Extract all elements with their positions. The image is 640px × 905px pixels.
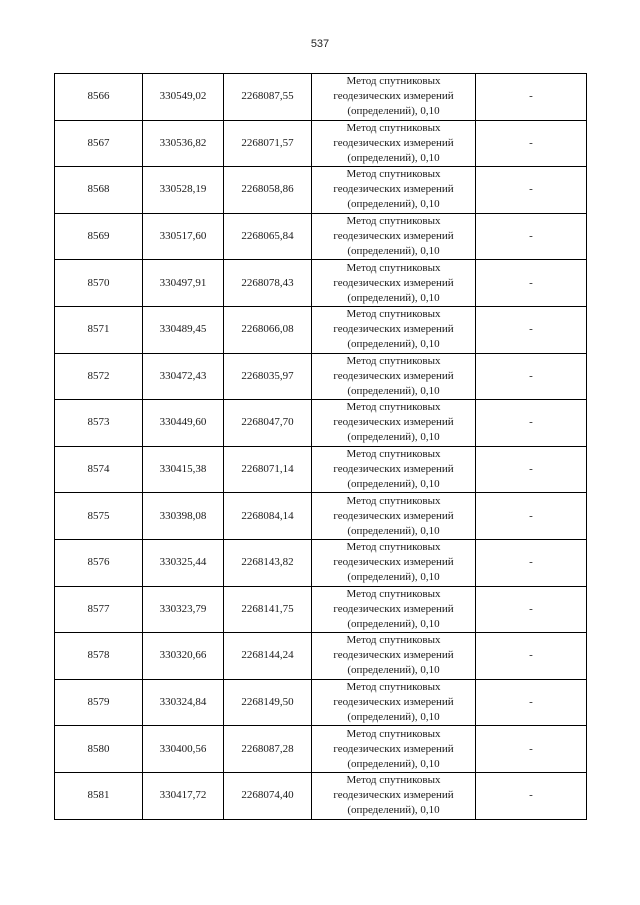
method-line-2: геодезических измерений — [333, 323, 454, 336]
method-line-3: (определений), 0,10 — [347, 478, 440, 491]
method-line-3: (определений), 0,10 — [347, 757, 440, 770]
x-coordinate-cell: 330415,38 — [143, 446, 224, 493]
y-coordinate-cell: 2268035,97 — [224, 353, 312, 400]
method-cell — [312, 260, 476, 307]
y-coordinate-cell: 2268078,43 — [224, 260, 312, 307]
point-number-cell: 8578 — [55, 633, 143, 680]
x-coordinate-cell: 330536,82 — [143, 120, 224, 167]
y-coordinate-cell: 2268149,50 — [224, 679, 312, 726]
x-coordinate-cell: 330323,79 — [143, 586, 224, 633]
y-coordinate-cell: 2268066,08 — [224, 306, 312, 353]
y-coordinate-cell: 2268144,24 — [224, 633, 312, 680]
method-cell — [312, 74, 476, 121]
point-number-cell: 8580 — [55, 726, 143, 773]
method-line-3: (определений), 0,10 — [347, 105, 440, 118]
method-line-1: Метод спутниковых — [346, 168, 441, 181]
point-number-cell: 8571 — [55, 306, 143, 353]
table-row — [55, 726, 587, 773]
table-row — [55, 353, 587, 400]
method-line-2: геодезических измерений — [333, 649, 454, 662]
point-number-cell: 8577 — [55, 586, 143, 633]
table-row — [55, 633, 587, 680]
table-row — [55, 586, 587, 633]
method-cell — [312, 306, 476, 353]
x-coordinate-cell: 330320,66 — [143, 633, 224, 680]
method-cell — [312, 446, 476, 493]
method-line-3: (определений), 0,10 — [347, 338, 440, 351]
y-coordinate-cell: 2268141,75 — [224, 586, 312, 633]
note-cell: - — [476, 772, 587, 819]
method-line-3: (определений), 0,10 — [347, 384, 440, 397]
method-line-2: геодезических измерений — [333, 789, 454, 802]
method-line-2: геодезических измерений — [333, 602, 454, 615]
method-line-1: Метод спутниковых — [346, 215, 441, 228]
note-cell: - — [476, 74, 587, 121]
method-line-3: (определений), 0,10 — [347, 524, 440, 537]
table-row — [55, 400, 587, 447]
method-line-2: геодезических измерений — [333, 230, 454, 243]
method-cell — [312, 353, 476, 400]
note-cell: - — [476, 306, 587, 353]
x-coordinate-cell: 330400,56 — [143, 726, 224, 773]
method-line-2: геодезических измерений — [333, 509, 454, 522]
method-cell — [312, 167, 476, 214]
note-cell: - — [476, 400, 587, 447]
method-line-2: геодезических измерений — [333, 183, 454, 196]
page-number: 537 — [310, 38, 330, 50]
note-cell: - — [476, 726, 587, 773]
y-coordinate-cell: 2268058,86 — [224, 167, 312, 214]
method-line-1: Метод спутниковых — [346, 727, 441, 740]
x-coordinate-cell: 330325,44 — [143, 539, 224, 586]
note-cell: - — [476, 493, 587, 540]
method-cell — [312, 772, 476, 819]
note-cell: - — [476, 120, 587, 167]
method-line-1: Метод спутниковых — [346, 448, 441, 461]
point-number-cell: 8568 — [55, 167, 143, 214]
method-line-3: (определений), 0,10 — [347, 571, 440, 584]
y-coordinate-cell: 2268087,28 — [224, 726, 312, 773]
note-cell: - — [476, 679, 587, 726]
point-number-cell: 8569 — [55, 213, 143, 260]
method-line-2: геодезических измерений — [333, 696, 454, 709]
method-line-1: Метод спутниковых — [346, 354, 441, 367]
y-coordinate-cell: 2268071,57 — [224, 120, 312, 167]
method-cell — [312, 400, 476, 447]
method-line-3: (определений), 0,10 — [347, 711, 440, 724]
method-line-3: (определений), 0,10 — [347, 291, 440, 304]
y-coordinate-cell: 2268074,40 — [224, 772, 312, 819]
method-line-1: Метод спутниковых — [346, 681, 441, 694]
table-row — [55, 493, 587, 540]
y-coordinate-cell: 2268071,14 — [224, 446, 312, 493]
method-line-1: Метод спутниковых — [346, 75, 441, 88]
method-line-3: (определений), 0,10 — [347, 617, 440, 630]
method-line-2: геодезических измерений — [333, 463, 454, 476]
method-cell — [312, 539, 476, 586]
table-row — [55, 679, 587, 726]
method-line-2: геодезических измерений — [333, 136, 454, 149]
note-cell: - — [476, 446, 587, 493]
point-number-cell: 8579 — [55, 679, 143, 726]
table-row — [55, 74, 587, 121]
point-number-cell: 8566 — [55, 74, 143, 121]
method-line-1: Метод спутниковых — [346, 774, 441, 787]
x-coordinate-cell: 330517,60 — [143, 213, 224, 260]
method-line-2: геодезических измерений — [333, 90, 454, 103]
point-number-cell: 8576 — [55, 539, 143, 586]
method-line-2: геодезических измерений — [333, 369, 454, 382]
method-cell — [312, 679, 476, 726]
y-coordinate-cell: 2268087,55 — [224, 74, 312, 121]
note-cell: - — [476, 539, 587, 586]
y-coordinate-cell: 2268084,14 — [224, 493, 312, 540]
method-line-3: (определений), 0,10 — [347, 664, 440, 677]
point-number-cell: 8573 — [55, 400, 143, 447]
note-cell: - — [476, 167, 587, 214]
method-line-3: (определений), 0,10 — [347, 151, 440, 164]
coordinates-table-body — [55, 74, 587, 820]
method-cell — [312, 726, 476, 773]
y-coordinate-cell: 2268047,70 — [224, 400, 312, 447]
table-row — [55, 446, 587, 493]
method-line-1: Метод спутниковых — [346, 401, 441, 414]
method-line-2: геодезических измерений — [333, 556, 454, 569]
method-line-1: Метод спутниковых — [346, 308, 441, 321]
method-line-1: Метод спутниковых — [346, 587, 441, 600]
method-cell — [312, 493, 476, 540]
method-line-3: (определений), 0,10 — [347, 804, 440, 817]
x-coordinate-cell: 330528,19 — [143, 167, 224, 214]
note-cell: - — [476, 213, 587, 260]
point-number-cell: 8570 — [55, 260, 143, 307]
x-coordinate-cell: 330472,43 — [143, 353, 224, 400]
x-coordinate-cell: 330417,72 — [143, 772, 224, 819]
table-row — [55, 772, 587, 819]
method-line-3: (определений), 0,10 — [347, 431, 440, 444]
note-cell: - — [476, 260, 587, 307]
x-coordinate-cell: 330497,91 — [143, 260, 224, 307]
point-number-cell: 8574 — [55, 446, 143, 493]
table-row — [55, 167, 587, 214]
method-cell — [312, 120, 476, 167]
note-cell: - — [476, 586, 587, 633]
method-line-1: Метод спутниковых — [346, 541, 441, 554]
x-coordinate-cell: 330549,02 — [143, 74, 224, 121]
point-number-cell: 8575 — [55, 493, 143, 540]
y-coordinate-cell: 2268065,84 — [224, 213, 312, 260]
y-coordinate-cell: 2268143,82 — [224, 539, 312, 586]
coordinates-table — [54, 73, 587, 820]
point-number-cell: 8567 — [55, 120, 143, 167]
x-coordinate-cell: 330449,60 — [143, 400, 224, 447]
method-line-1: Метод спутниковых — [346, 261, 441, 274]
x-coordinate-cell: 330324,84 — [143, 679, 224, 726]
method-line-2: геодезических измерений — [333, 742, 454, 755]
point-number-cell: 8581 — [55, 772, 143, 819]
method-line-2: геодезических измерений — [333, 276, 454, 289]
method-line-1: Метод спутниковых — [346, 121, 441, 134]
method-line-1: Метод спутниковых — [346, 494, 441, 507]
method-cell — [312, 213, 476, 260]
method-cell — [312, 586, 476, 633]
method-line-3: (определений), 0,10 — [347, 245, 440, 258]
table-row — [55, 306, 587, 353]
point-number-cell: 8572 — [55, 353, 143, 400]
method-cell — [312, 633, 476, 680]
table-row — [55, 260, 587, 307]
note-cell: - — [476, 353, 587, 400]
method-line-1: Метод спутниковых — [346, 634, 441, 647]
table-row — [55, 213, 587, 260]
method-line-3: (определений), 0,10 — [347, 198, 440, 211]
table-row — [55, 539, 587, 586]
table-row — [55, 120, 587, 167]
note-cell: - — [476, 633, 587, 680]
x-coordinate-cell: 330398,08 — [143, 493, 224, 540]
method-line-2: геодезических измерений — [333, 416, 454, 429]
x-coordinate-cell: 330489,45 — [143, 306, 224, 353]
